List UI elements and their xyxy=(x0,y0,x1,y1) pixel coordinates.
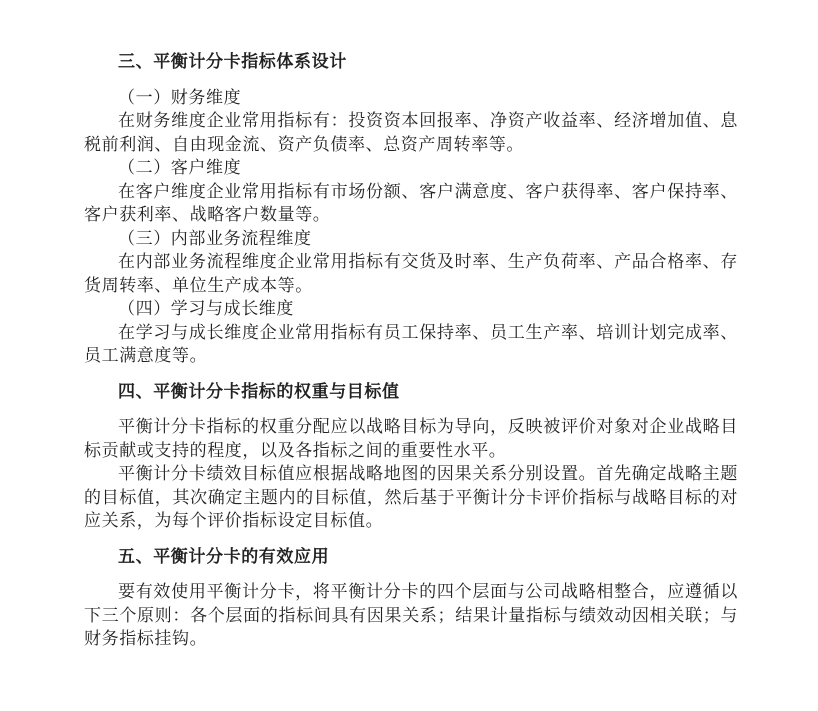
subsection-heading-customer-dimension: （二）客户维度 xyxy=(118,158,242,177)
paragraph-internal-process-indicators: 在内部业务流程维度企业常用指标有交货及时率、生产负荷率、产品合格率、存货周转率、单位生产成本等。 xyxy=(84,252,738,295)
paragraph-target-value-setting: 平衡计分卡绩效目标值应根据战略地图的因果关系分别设置。首先确定战略主题的目标值，其次确定主题内的目标值，然后基于平衡计分卡评价指标与战略目标的对应关系，为每个评价指标设定目标值。 xyxy=(84,464,738,530)
paragraph-finance-indicators: 在财务维度企业常用指标有：投资资本回报率、净资产收益率、经济增加值、息税前利润、自由现金流、资产负债率、总资产周转率等。 xyxy=(84,111,738,154)
section-heading-indicator-system-design: 三、平衡计分卡指标体系设计 xyxy=(118,52,347,71)
paragraph-weight-allocation: 平衡计分卡指标的权重分配应以战略目标为导向，反映被评价对象对企业战略目标贡献或支持的程度，以及各指标之间的重要性水平。 xyxy=(84,417,738,460)
section-heading-effective-application: 五、平衡计分卡的有效应用 xyxy=(118,546,330,566)
subsection-heading-internal-process-dimension: （三）内部业务流程维度 xyxy=(118,228,312,248)
paragraph-customer-indicators: 在客户维度企业常用指标有市场份额、客户满意度、客户获得率、客户保持率、客户获利率、战略客户数量等。 xyxy=(84,181,738,224)
paragraph-effective-application-principles: 要有效使用平衡计分卡，将平衡计分卡的四个层面与公司战略相整合，应遵循以下三个原则：各个层面的指标间具有因果关系；结果计量指标与绩效动因相关联；与财务指标挂钩。 xyxy=(84,582,738,648)
subsection-heading-finance-dimension: （一）财务维度 xyxy=(118,87,242,107)
section-heading-weights-and-targets: 四、平衡计分卡指标的权重与目标值 xyxy=(118,381,400,401)
paragraph-learning-growth-indicators: 在学习与成长维度企业常用指标有员工保持率、员工生产率、培训计划完成率、员工满意度等。 xyxy=(84,322,738,365)
subsection-heading-learning-growth-dimension: （四）学习与成长维度 xyxy=(118,299,294,318)
